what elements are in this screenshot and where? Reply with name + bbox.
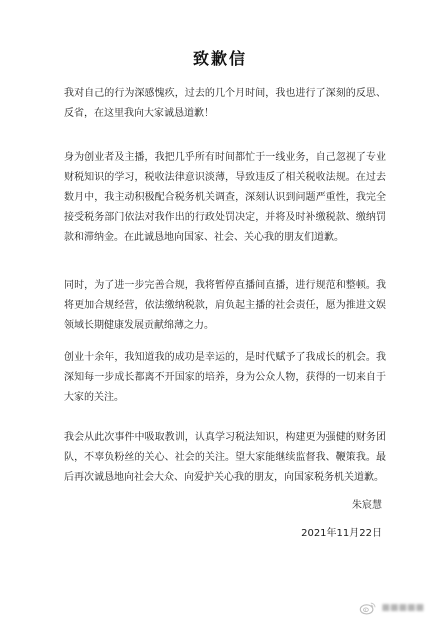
letter-signature: 朱宸慧 — [352, 500, 382, 511]
letter-paragraph-1: 我对自己的行为深感愧疚，过去的几个月时间，我也进行了深刻的反思、反省，在这里我向大家诚恳道歉！ — [64, 88, 386, 119]
watermark-text: ■■■■■ — [381, 603, 424, 613]
letter-paragraph-3: 同时，为了进一步完善合规，我将暂停直播间直播，进行规范和整顿。我将更加合规经营，依法缴纳税款，肩负起主播的社会责任，愿为推进文娱领域长期健康发展贡献绵薄之力。 — [64, 280, 386, 331]
weibo-watermark — [359, 601, 424, 615]
letter-title: 致歉信 — [192, 49, 247, 68]
letter-date: 2021年11月22日 — [301, 528, 382, 539]
letter-paragraph-5: 我会从此次事件中吸取教训，认真学习税法知识，构建更为强健的财务团队，不辜负粉丝的关心、社会的关注。望大家能继续监督我、鞭策我。最后再次诚恳地向社会大众、向爱护关心我的朋友，向国家税务机关道歉。 — [64, 432, 386, 483]
letter-paragraph-4: 创业十余年，我知道我的成功是幸运的，是时代赋予了我成长的机会。我深知每一步成长都离不开国家的培养，身为公众人物，获得的一切来自于大家的关注。 — [64, 352, 386, 403]
weibo-logo-icon — [359, 601, 377, 615]
letter-paragraph-2: 身为创业者及主播，我把几乎所有时间都忙于一线业务，自己忽视了专业财税知识的学习，税收法律意识淡薄，导致违反了相关税收法规。在过去数月中，我主动积极配合税务机关调查，深刻认识到问题严重性，我完全接受税务部门依法对我作出的行政处罚决定，并将及时补缴税款、缴纳罚款和滞纳金。在此诚恳地向国家、社会、关心我的朋友们道歉。 — [64, 152, 386, 243]
